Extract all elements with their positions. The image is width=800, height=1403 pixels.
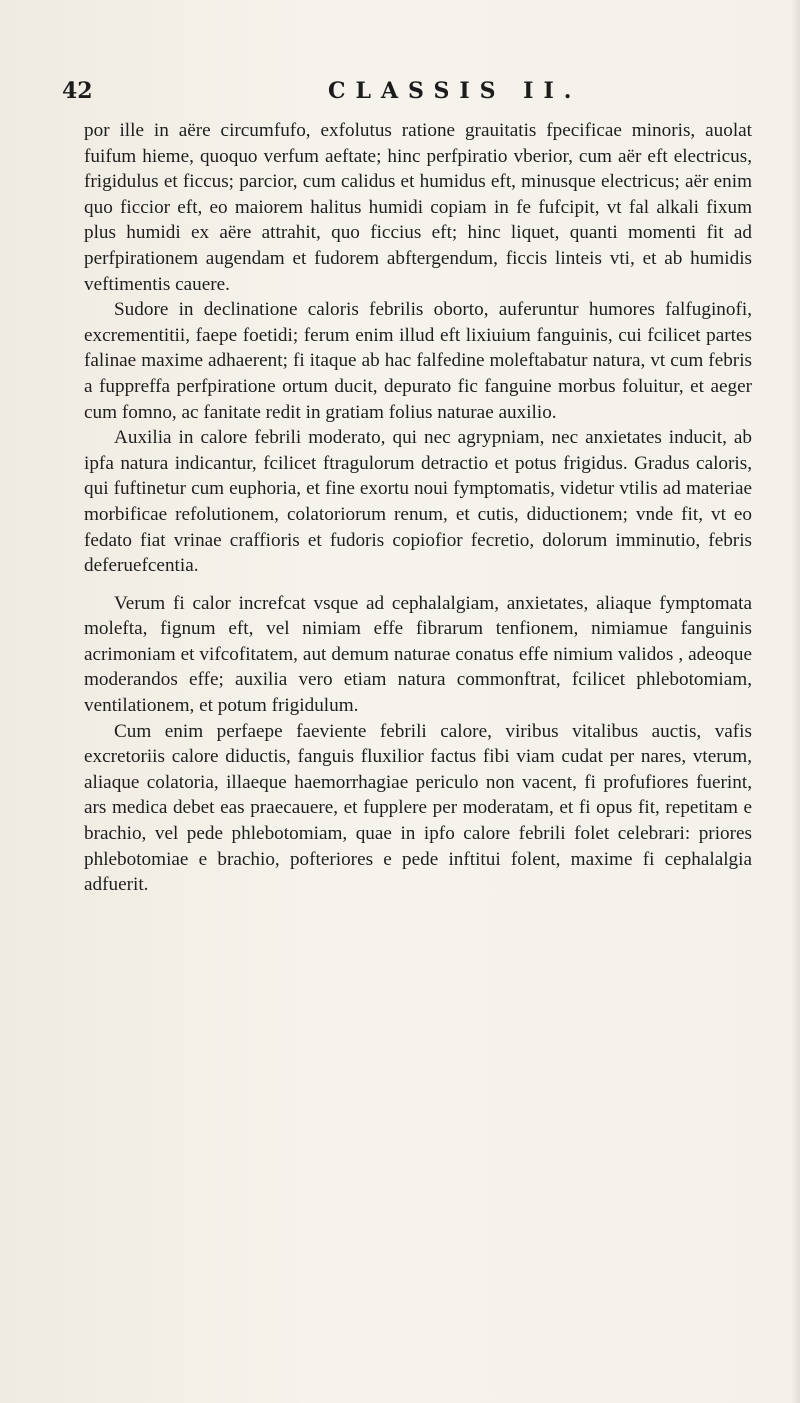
page-edge-shadow bbox=[790, 0, 800, 1403]
paragraph-4: Verum fi calor increfcat vsque ad cephalalgiam, anxietates, aliaque fymptomata molefta, fignum eft, vel nimiam effe fibrarum tenfionem, nimiamue fanguinis acrimoniam et vifcofitatem, aut demum naturae conatus effe nimium validos , adeoque moderandos effe; auxilia vero etiam natura commonftrat, fcilicet phlebotomiam, ventilationem, et potum frigidulum. bbox=[84, 592, 752, 717]
paragraph-5: Cum enim perfaepe faeviente febrili calore, viribus vitalibus auctis, vafis excretoriis calore diductis, fanguis fluxilior factus fibi viam cudat per nares, vterum, aliaque colatoria, illaeque haemorrhagiae periculo non vacent, fi profufiores fuerint, ars medica debet eas praecauere, et fupplere per moderatam, et fi opus fit, repetitam e brachio, vel pede phlebotomiam, quae in ipfo calore febrili folet celebrari: priores phlebotomiae e brachio, pofteriores e pede inftitui folent, maxime fi cephalalgia adfuerit. bbox=[84, 720, 752, 896]
page-header bbox=[62, 78, 762, 114]
running-head: CLASSIS II. bbox=[328, 78, 582, 104]
body-text bbox=[84, 118, 752, 898]
page-number: 42 bbox=[62, 78, 93, 104]
paragraph-1: por ille in aëre circumfufo, exfolutus ratione grauitatis fpecificae minoris, auolat fuifum hieme, quoquo verfum aeftate; hinc perfpiratio vberior, cum aër eft electricus, frigidulus et ficcus; parcior, cum calidus et humidus eft, minusque electricus; aër enim quo ficcior eft, eo maiorem halitus humidi copiam in fe fufcipit, vt fal alkali fixum plus humidi ex aëre attrahit, quo ficcius eft; hinc liquet, quanti momenti fit ad perfpirationem augendam et fudorem abftergendum, ficcis linteis vti, et ab humidis veftimentis cauere. bbox=[84, 120, 752, 295]
paragraph-3: Auxilia in calore febrili moderato, qui nec agrypniam, nec anxietates inducit, ab ipfa natura indicantur, fcilicet ftragulorum detractio et potus frigidus. Gradus caloris, qui fuftinetur cum euphoria, et fine exortu noui fymptomatis, videtur vtilis ad materiae morbificae refolutionem, colatoriorum renum, et cutis, diductionem; vnde fit, vt eo fedato fiat vrinae craffioris et fudoris copiofior fecretio, dolorum imminutio, febris deferuefcentia. bbox=[84, 427, 752, 577]
paragraph-2: Sudore in declinatione caloris febrilis oborto, auferuntur humores falfuginofi, excrementitii, faepe foetidi; ferum enim illud eft lixiuium fanguinis, cui fcilicet partes falinae maxime adhaerent; fi itaque ab hac falfedine moleftabatur natura, vt cum febris a fuppreffa perfpiratione ortum ducit, depurato fic fanguine morbus foluitur, et aeger cum fomno, ac fanitate redit in gratiam folius naturae auxilio. bbox=[84, 299, 752, 423]
